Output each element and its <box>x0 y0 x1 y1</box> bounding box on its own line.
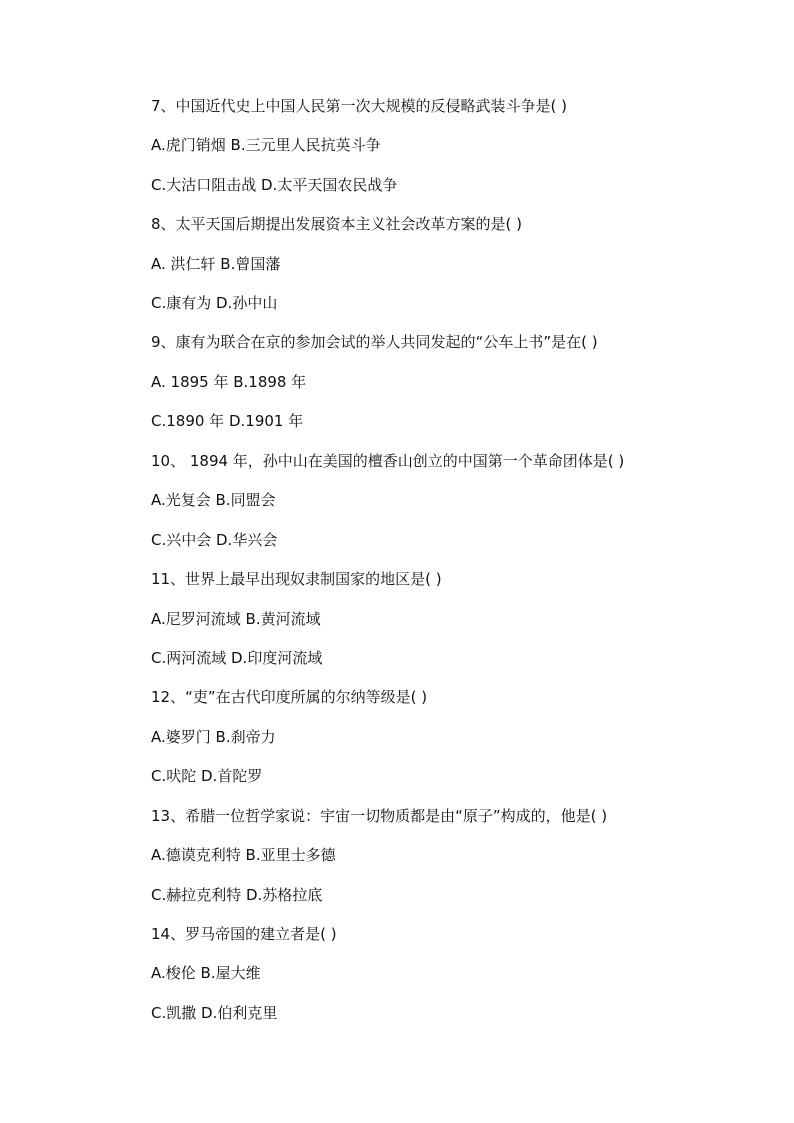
question-8-options-ab: A. 洪仁轩 B.曾国藩 <box>151 255 281 273</box>
question-7: 7、中国近代史上中国人民第一次大规模的反侵略武装斗争是( ) <box>151 97 568 115</box>
question-8-options-cd: C.康有为 D.孙中山 <box>151 294 278 312</box>
question-12-options-ab: A.婆罗门 B.刹帝力 <box>151 728 276 746</box>
question-10-options-cd: C.兴中会 D.华兴会 <box>151 531 278 549</box>
question-8: 8、太平天国后期提出发展资本主义社会改革方案的是( ) <box>151 215 523 233</box>
question-9-options-cd: C.1890 年 D.1901 年 <box>151 412 304 430</box>
question-7-options-ab: A.虎门销烟 B.三元里人民抗英斗争 <box>151 136 381 154</box>
question-14-options-ab: A.梭伦 B.屋大维 <box>151 964 261 982</box>
question-10: 10、 1894 年，孙中山在美国的檀香山创立的中国第一个革命团体是( ) <box>151 452 625 470</box>
question-10-options-ab: A.光复会 B.同盟会 <box>151 491 276 509</box>
question-7-options-cd: C.大沽口阻击战 D.太平天国农民战争 <box>151 176 398 194</box>
question-13-options-cd: C.赫拉克利特 D.苏格拉底 <box>151 886 323 904</box>
question-12: 12、“吏”在古代印度所属的尔纳等级是( ) <box>151 688 428 706</box>
question-13-options-ab: A.德谟克利特 B.亚里士多德 <box>151 846 336 864</box>
question-11: 11、世界上最早出现奴隶制国家的地区是( ) <box>151 570 442 588</box>
question-13: 13、希腊一位哲学家说：宇宙一切物质都是由“原子”构成的，他是( ) <box>151 807 608 825</box>
question-9-options-ab: A. 1895 年 B.1898 年 <box>151 373 307 391</box>
question-11-options-ab: A.尼罗河流域 B.黄河流域 <box>151 610 321 628</box>
question-12-options-cd: C.吠陀 D.首陀罗 <box>151 767 263 785</box>
question-14-options-cd: C.凯撒 D.伯利克里 <box>151 1004 278 1022</box>
question-9: 9、康有为联合在京的参加会试的举人共同发起的“公车上书”是在( ) <box>151 333 598 351</box>
question-14: 14、罗马帝国的建立者是( ) <box>151 925 337 943</box>
question-11-options-cd: C.两河流域 D.印度河流域 <box>151 649 323 667</box>
